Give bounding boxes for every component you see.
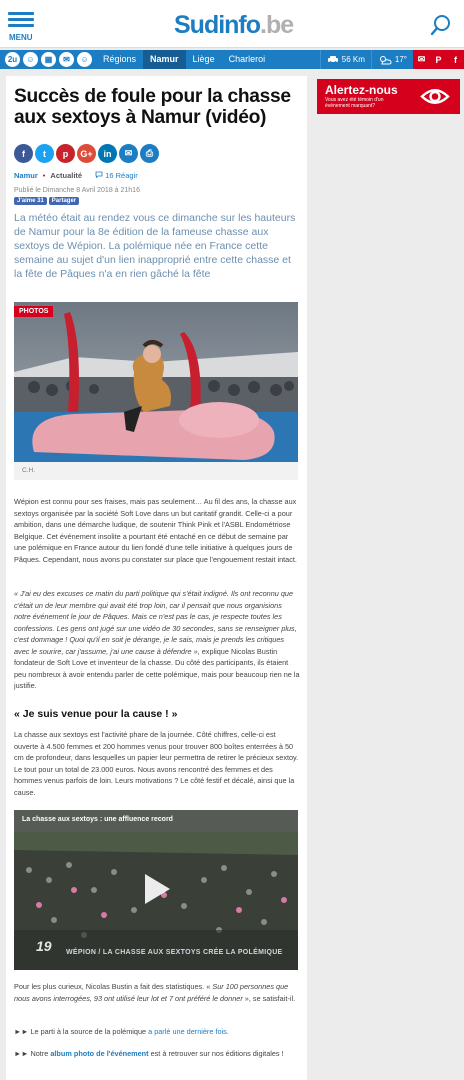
nav-link-regions[interactable]: Régions bbox=[103, 54, 137, 64]
nav-right bbox=[320, 50, 464, 69]
nav-link-namur[interactable]: Namur bbox=[143, 50, 186, 69]
share-buttons bbox=[14, 144, 159, 163]
paragraph-4-start: Pour les plus curieux, Nicolas Bustin a fait des statistiques. « bbox=[14, 982, 213, 991]
nav-icon-2u[interactable]: 2u bbox=[5, 52, 20, 67]
hamburger-icon bbox=[8, 12, 34, 15]
weather-widget[interactable] bbox=[371, 50, 413, 69]
menu-label[interactable]: MENU bbox=[9, 33, 33, 42]
nav-icon-grid[interactable]: ▦ bbox=[41, 52, 56, 67]
hamburger-icon-bar bbox=[8, 24, 34, 27]
nav-bar bbox=[0, 50, 464, 69]
nav-icons bbox=[5, 52, 92, 67]
search-icon[interactable] bbox=[430, 14, 452, 36]
category-link[interactable]: Namur bbox=[14, 171, 38, 180]
photo-image bbox=[14, 302, 298, 462]
subcategory-link[interactable]: Actualité bbox=[50, 171, 83, 180]
article-meta bbox=[14, 171, 138, 180]
article-container bbox=[6, 76, 307, 1080]
share-pinterest-icon[interactable]: p bbox=[56, 144, 75, 163]
car-icon bbox=[327, 55, 339, 64]
facebook-icon[interactable]: f bbox=[447, 50, 464, 69]
paragraph-3: La chasse aux sextoys est l'activité phare de la journée. Côté chiffres, celle-ci est ouverte à 4.500 femmes et 200 hommes venus pour trouver 800 boîtes enterrées à 50 cm de profondeur, dans lesquelles un papier leur permettra de retirer le précieux sextoy. Le tout pour un total de 23.000 euros. Nous avons rencontré des femmes et des hommes venus parfois de loin. Leurs motivations ? Le côté festif et décalé, ainsi que la cause. bbox=[14, 730, 299, 797]
photos-badge[interactable]: PHOTOS bbox=[14, 306, 53, 317]
paragraph-2 bbox=[14, 588, 300, 692]
nav-link-charleroi[interactable]: Charleroi bbox=[228, 54, 266, 64]
menu-button[interactable] bbox=[8, 12, 34, 30]
comment-icon bbox=[95, 171, 103, 178]
related-link-2-end: est à retrouver sur nos éditions digitales ! bbox=[148, 1049, 284, 1058]
fb-like-button[interactable]: J'aime 31 bbox=[14, 197, 47, 205]
site-logo[interactable] bbox=[174, 11, 293, 40]
related-link-1 bbox=[14, 1026, 300, 1038]
pinterest-icon[interactable]: P bbox=[430, 50, 447, 69]
article-title: Succès de foule pour la chasse aux sextoys à Namur (vidéo) bbox=[14, 86, 291, 128]
paragraph-2-rest: explique Nicolas Bustin fondateur de Soft Love et inventeur de la chasse. Du côté des participants, ils étaient peu nombreux à avoir entendu parler de cette polémique, mais pour beaucoup rien ne la justifie. bbox=[14, 646, 300, 690]
weather-icon bbox=[378, 55, 392, 65]
share-facebook-icon[interactable]: f bbox=[14, 144, 33, 163]
related-link-2-text: ►► Notre bbox=[14, 1049, 51, 1058]
print-icon[interactable]: ⎙ bbox=[140, 144, 159, 163]
region-links bbox=[96, 50, 272, 69]
alert-us-subtitle: Vous avez été témoin d'un événement marquant? bbox=[325, 97, 384, 109]
nav-icon-face[interactable]: ☺ bbox=[77, 52, 92, 67]
traffic-value: 56 Km bbox=[341, 55, 365, 64]
mail-icon[interactable]: ✉ bbox=[413, 50, 430, 69]
paragraph-1: Wépion est connu pour ses fraises, mais pas seulement… Au fil des ans, la chasse aux sextoys organisée par la société Soft Love dans un but caritatif grandit. Celle-ci a pour ambition, dans une démarche ludique, de soutenir Think Pink et l'ASBL Endométriose Belgique. Cet événement insolite a pourtant été entaché en ce début de semaine par une polémique en France autour du lien fondé d'une telle initiative à quelques jours de Pâques. Cependant, nous avons pu constater sur place que l'engouement restait intact. bbox=[14, 497, 297, 564]
related-link-2-anchor[interactable]: album photo de l'événement bbox=[50, 1049, 149, 1058]
nav-icon-mail[interactable]: ✉ bbox=[59, 52, 74, 67]
quote-bustin: « J'ai eu des excuses ce matin du parti politique qui s'était indigné. Ils ont reconnu que c'était un de leur membre qui avait été trop loin, car il pensait que nous organisions notre événement le jour de Pâques. Mais ce n'est pas le cas, je respecte toutes les confessions. Les gens ont jugé sur une vidéo de 30 secondes, sans se renseigner plus, c'est dommage ! Quoi qu'il en soit je dérange, je le sais, mais je prends les critiques avec le sourire, car j'assume, j'ai une cause à défendre », bbox=[14, 589, 297, 656]
eye-icon bbox=[420, 85, 450, 108]
comments-link[interactable] bbox=[95, 171, 138, 180]
article-lead: La météo était au rendez vous ce dimanche sur les hauteurs de Namur pour la 8e édition de la fameuse chasse aux sextoys de Wépion. La polémique née en France cette semaine au sujet d'un lien inapproprié entre cette chasse et la fête de Pâques n'a en rien gâché la fête bbox=[14, 212, 296, 280]
traffic-widget[interactable] bbox=[320, 50, 371, 69]
hamburger-icon-bar bbox=[8, 18, 34, 21]
video-overlay-text: WÉPION / LA CHASSE AUX SEXTOYS CRÉE LA POLÉMIQUE bbox=[66, 949, 283, 956]
video-player[interactable] bbox=[14, 810, 298, 970]
share-twitter-icon[interactable]: t bbox=[35, 144, 54, 163]
comments-count: 16 Réagir bbox=[105, 171, 138, 180]
share-email-icon[interactable]: ✉ bbox=[119, 144, 138, 163]
site-header bbox=[0, 0, 464, 48]
logo-main-text: Sudinfo bbox=[174, 11, 261, 39]
paragraph-4 bbox=[14, 981, 300, 1004]
logo-tld-text: .be bbox=[260, 11, 294, 39]
related-link-2 bbox=[14, 1048, 300, 1060]
section-subhead: « Je suis venue pour la cause ! » bbox=[14, 708, 178, 720]
video-title: La chasse aux sextoys : une affluence record bbox=[22, 816, 173, 823]
weather-value: 17° bbox=[394, 55, 407, 64]
photo-caption: C.H. bbox=[14, 462, 298, 480]
article-photo[interactable] bbox=[14, 302, 298, 462]
play-icon[interactable] bbox=[142, 872, 172, 906]
fb-share-button[interactable]: Partager bbox=[49, 197, 79, 205]
meta-separator: • bbox=[42, 171, 46, 180]
nav-link-liege[interactable]: Liège bbox=[192, 54, 215, 64]
paragraph-4-end: », se satisfait-il. bbox=[242, 993, 296, 1003]
share-linkedin-icon[interactable]: in bbox=[98, 144, 117, 163]
publish-date: Publié le Dimanche 8 Avril 2018 à 21h16 bbox=[14, 187, 140, 194]
alert-us-banner[interactable] bbox=[317, 79, 460, 114]
share-googleplus-icon[interactable]: G+ bbox=[77, 144, 96, 163]
quote-statistics: Sur 100 personnes que nous avons interrogées, 93 ont utilisé leur lot et 7 ont préféré le donner bbox=[14, 982, 289, 1003]
channel-logo: 19 bbox=[36, 938, 52, 954]
nav-icon-sunglasses[interactable]: ☺ bbox=[23, 52, 38, 67]
related-link-1-text: ►► Le parti à la source de la polémique bbox=[14, 1027, 149, 1036]
alert-us-title: Alertez-nous bbox=[325, 83, 398, 97]
related-link-1-anchor[interactable]: a parlé une dernière fois. bbox=[148, 1027, 229, 1036]
facebook-actions bbox=[14, 197, 79, 205]
